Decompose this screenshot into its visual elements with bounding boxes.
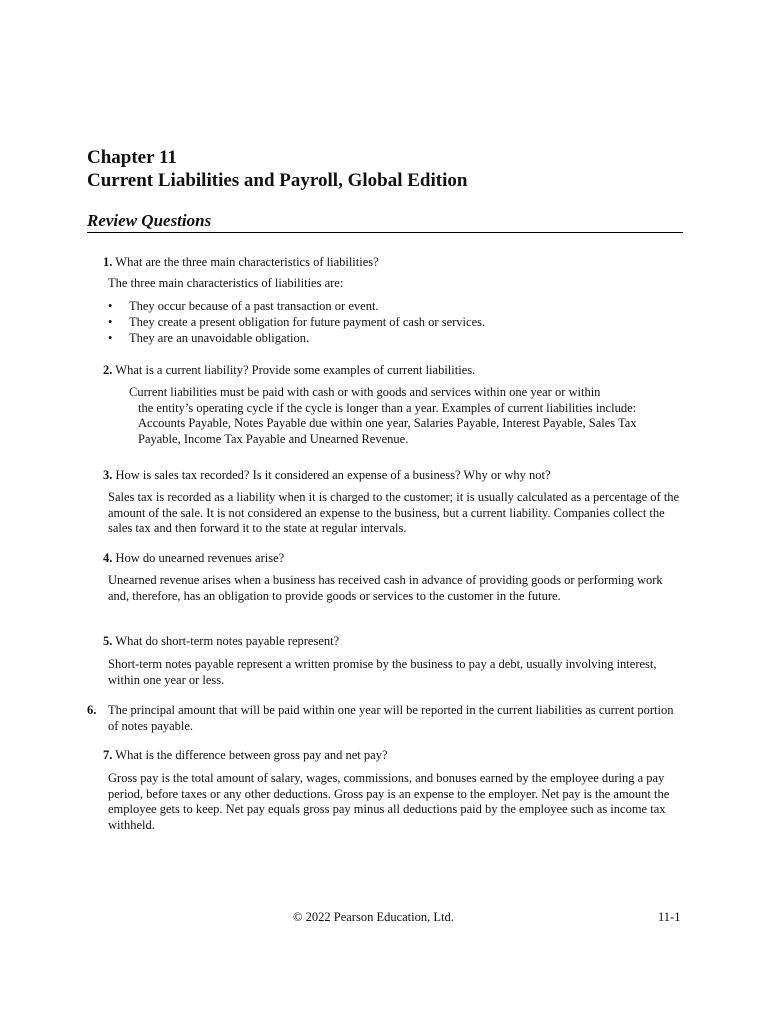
footer-copyright: © 2022 Pearson Education, Ltd. <box>293 910 454 924</box>
question-number: 4. <box>103 551 113 565</box>
question-6-number <box>87 703 96 719</box>
answer-2 <box>129 385 674 447</box>
answer-1-intro: The three main characteristics of liabilities are: <box>108 276 344 290</box>
question-text: What do short-term notes payable represent? <box>112 634 340 648</box>
question-number: 2. <box>103 363 113 377</box>
question-5 <box>103 634 339 650</box>
question-text: How do unearned revenues arise? <box>112 551 285 565</box>
bullet-item: • They are an unavoidable obligation. <box>108 330 485 346</box>
question-number: 3. <box>103 468 113 482</box>
question-number: 5. <box>103 634 113 648</box>
question-number: 1. <box>103 255 113 269</box>
question-text: What is the difference between gross pay and net pay? <box>112 748 388 762</box>
question-3 <box>103 468 551 484</box>
chapter-number: Chapter 11 <box>87 147 177 168</box>
question-text: How is sales tax recorded? Is it considered an expense of a business? Why or why not? <box>112 468 551 482</box>
chapter-title: Current Liabilities and Payroll, Global Edition <box>87 170 468 191</box>
question-number: 7. <box>103 748 113 762</box>
answer-2-first-line: Current liabilities must be paid with cash or with goods and services within one year or within <box>129 385 601 399</box>
question-7 <box>103 748 388 764</box>
question-4 <box>103 551 284 567</box>
question-text: What is a current liability? Provide some examples of current liabilities. <box>112 363 476 377</box>
question-text: What are the three main characteristics of liabilities? <box>112 255 379 269</box>
question-2 <box>103 363 475 379</box>
answer-2-continued: the entity’s operating cycle if the cycle is longer than a year. Examples of current liabilities include: Accounts Payable, Notes Payable due within one year, Salaries Payable, Interest Payable, Sales Tax Payable, Income Tax Payable and Unearned Revenue. <box>138 400 637 446</box>
answer-4: Unearned revenue arises when a business has received cash in advance of providing goods or performing work and, therefore, has an obligation to provide goods or services to the customer in the future. <box>108 573 663 603</box>
answer-7: Gross pay is the total amount of salary, wages, commissions, and bonuses earned by the employee during a pay period, before taxes or any other deductions. Gross pay is an expense to the employer. Net pay is the amount the employee gets to keep. Net pay equals gross pay minus all deductions paid by the employee such as income tax withheld. <box>108 771 670 832</box>
section-divider <box>87 232 683 233</box>
question-1 <box>103 255 379 271</box>
answer-5: Short-term notes payable represent a written promise by the business to pay a debt, usually involving interest, within one year or less. <box>108 657 657 687</box>
chapter-heading <box>87 146 467 192</box>
answer-3: Sales tax is recorded as a liability when it is charged to the customer; it is usually calculated as a percentage of the amount of the sale. It is not considered an expense to the business, but a current liability. Companies collect the sales tax and then forward it to the state at regular intervals. <box>108 490 680 535</box>
answer-6: The principal amount that will be paid within one year will be reported in the current liabilities as current portion of notes payable. <box>108 703 674 733</box>
page-number: 11-1 <box>658 910 681 924</box>
question-number: 6. <box>87 703 97 717</box>
bullet-item: • They create a present obligation for future payment of cash or services. <box>108 314 485 330</box>
bullet-item: • They occur because of a past transaction or event. <box>108 298 485 314</box>
section-title: Review Questions <box>87 211 212 230</box>
answer-1-bullet-list <box>108 298 485 346</box>
